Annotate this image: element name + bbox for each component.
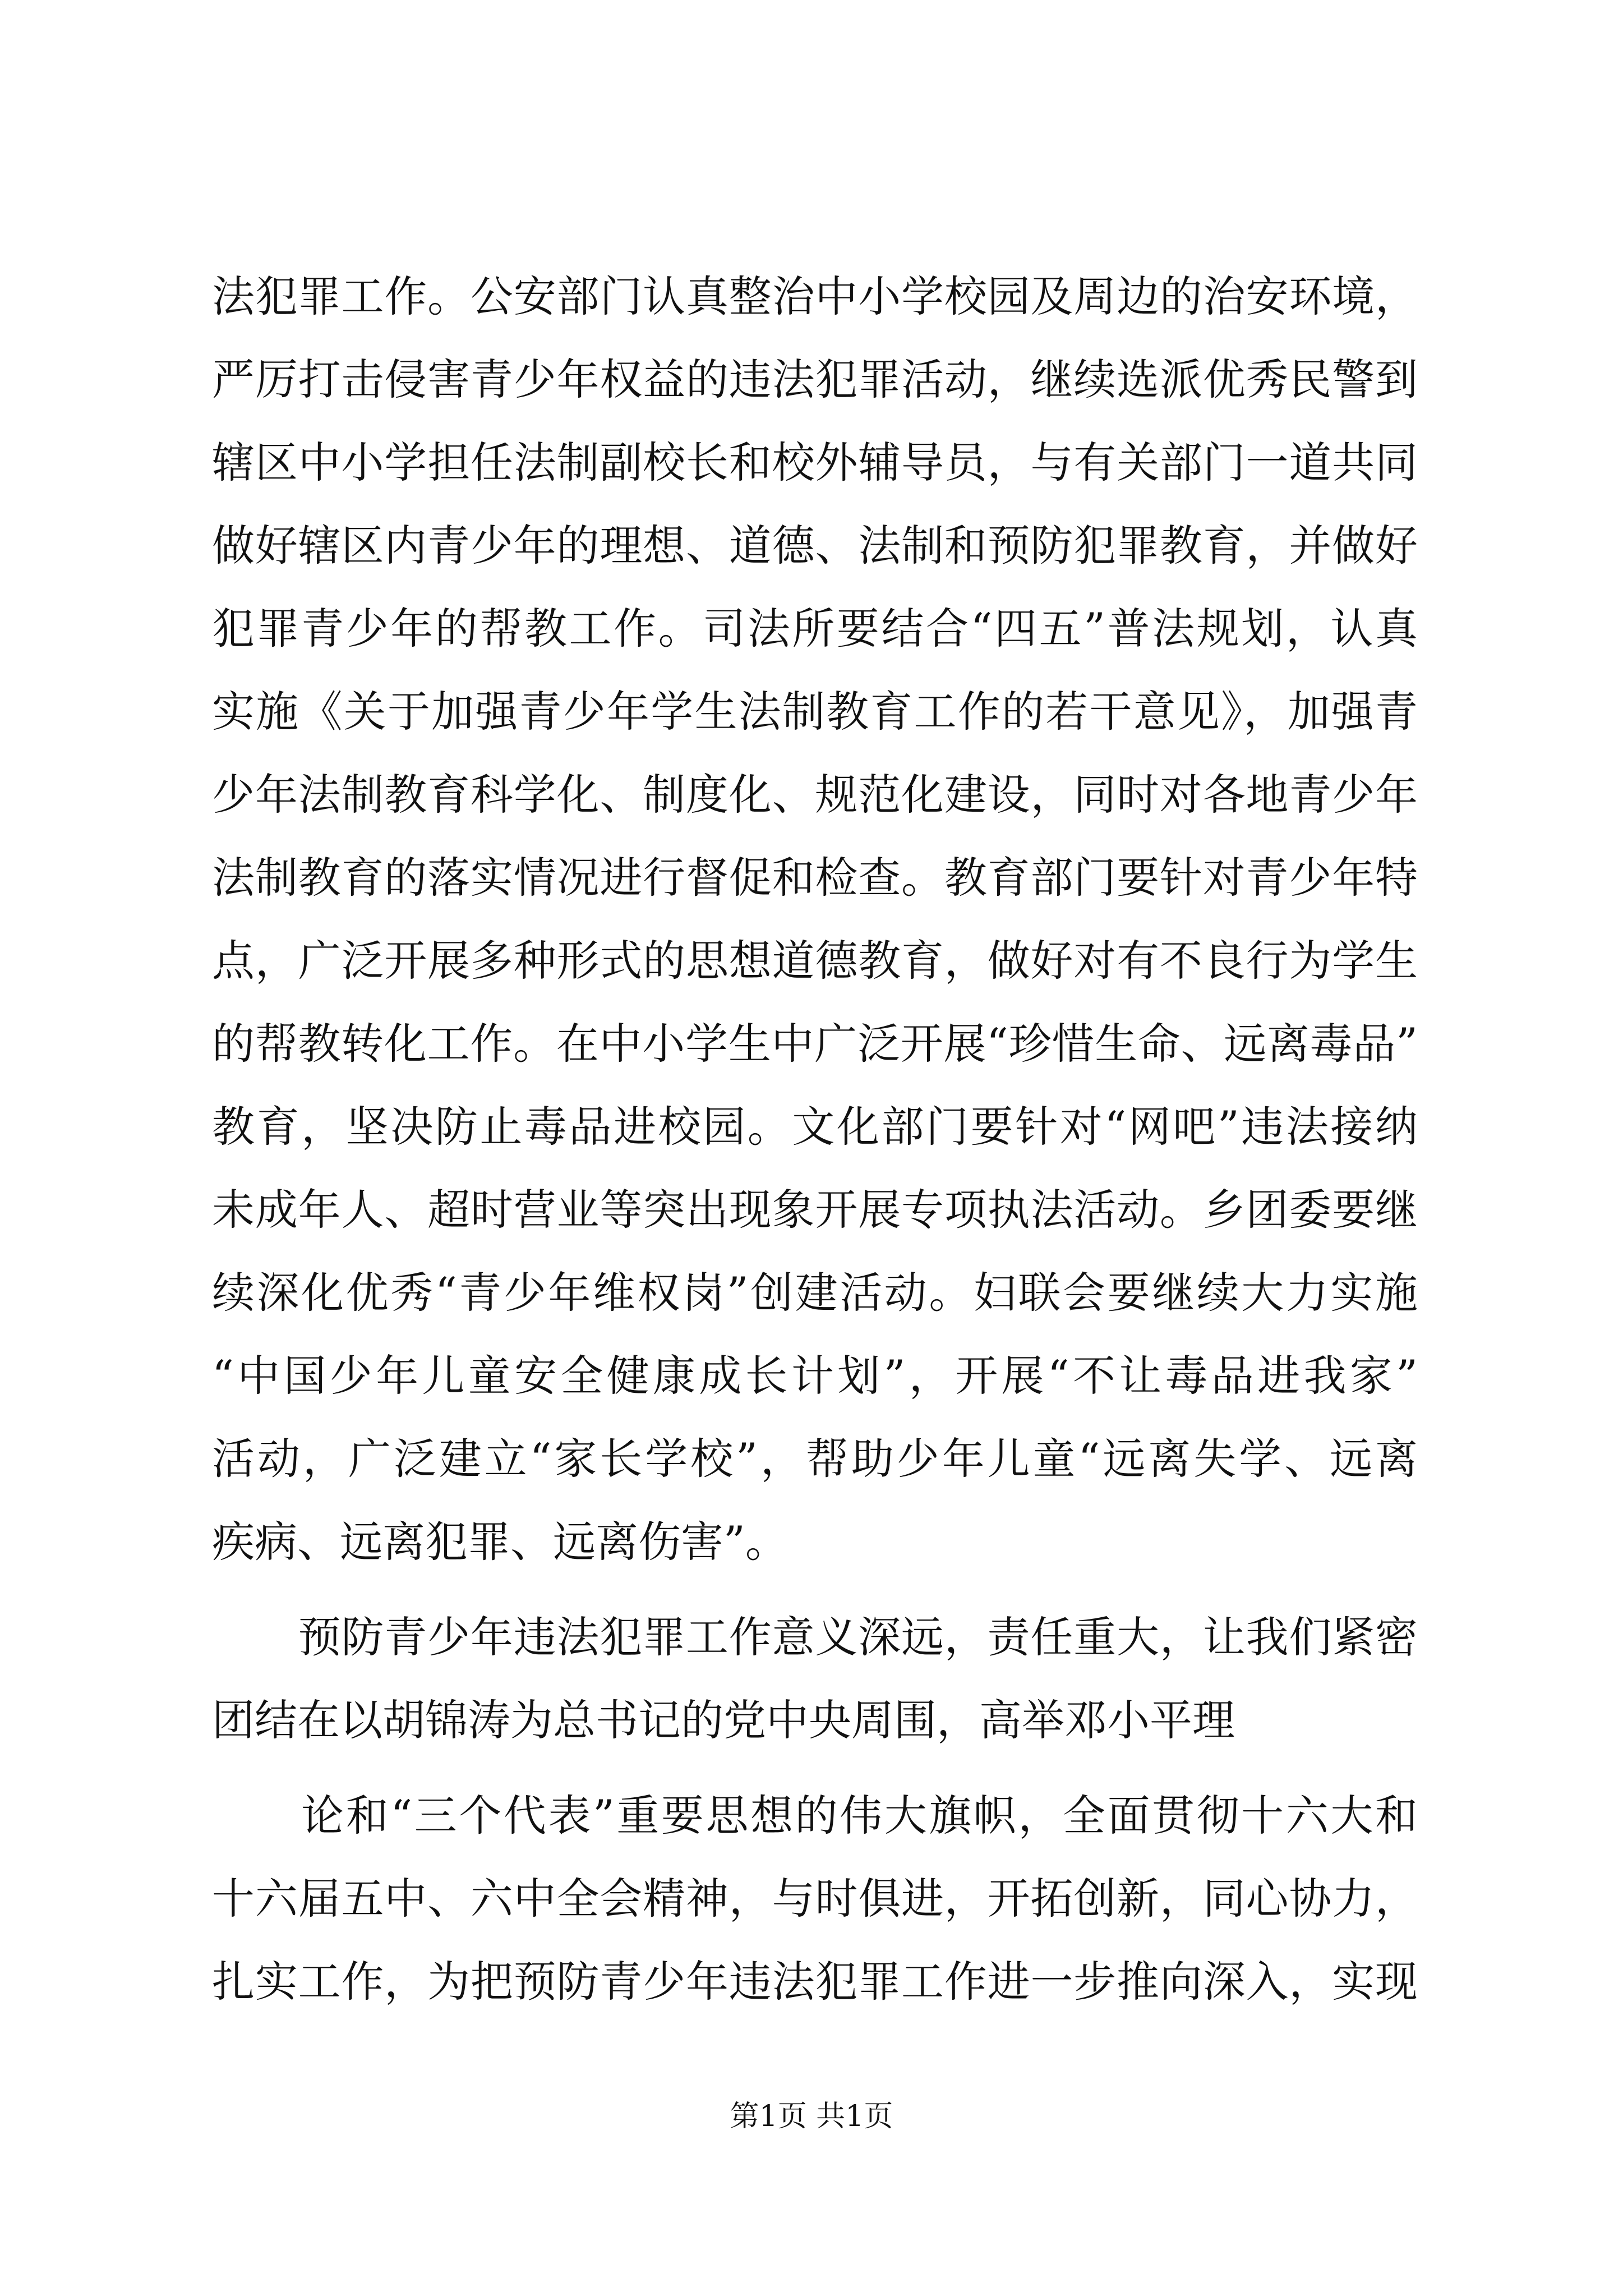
text-line: 未成年人、超时营业等突出现象开展专项执法活动。乡团委要继: [212, 1185, 1418, 1235]
text-line: 实施《关于加强青少年学生法制教育工作的若干意见》，加强青: [212, 687, 1418, 737]
text-line: 续深化优秀“青少年维权岗”创建活动。妇联会要继续大力实施: [212, 1268, 1418, 1318]
text-line: 团结在以胡锦涛为总书记的党中央周围，高举邓小平理: [212, 1695, 1235, 1745]
text-line: 论和“三个代表”重要思想的伟大旗帜，全面贯彻十六大和: [212, 1791, 1418, 1841]
text-line: “中国少年儿童安全健康成长计划”，开展“不让毒品进我家”: [212, 1351, 1418, 1401]
paragraph-gap: [212, 1584, 1418, 1596]
text-line: 扎实工作，为把预防青少年违法犯罪工作进一步推向深入，实现: [212, 1957, 1418, 2007]
text-line: 疾病、远离犯罪、远离伤害”。: [212, 1517, 788, 1567]
text-line: 的帮教转化工作。在中小学生中广泛开展“珍惜生命、远离毒品”: [212, 1019, 1418, 1069]
text-line: 活动，广泛建立“家长学校”，帮助少年儿童“远离失学、远离: [212, 1434, 1418, 1484]
text-line: 法犯罪工作。公安部门认真整治中小学校园及周边的治安环境，: [212, 272, 1418, 321]
text-line: 犯罪青少年的帮教工作。司法所要结合“四五”普法规划，认真: [212, 604, 1418, 654]
text-line: 严厉打击侵害青少年权益的违法犯罪活动，继续选派优秀民警到: [212, 355, 1418, 404]
document-body: [212, 255, 1418, 2023]
text-line: 法制教育的落实情况进行督促和检查。教育部门要针对青少年特: [212, 853, 1418, 903]
text-line: 做好辖区内青少年的理想、道德、法制和预防犯罪教育，并做好: [212, 521, 1418, 570]
text-line: 少年法制教育科学化、制度化、规范化建设，同时对各地青少年: [212, 770, 1418, 820]
text-line: 预防青少年违法犯罪工作意义深远，责任重大，让我们紧密: [212, 1612, 1418, 1662]
paragraph-gap: [212, 1762, 1418, 1774]
text-line: 教育，坚决防止毒品进校园。文化部门要针对“网吧”违法接纳: [212, 1102, 1418, 1152]
page-footer: 第1页 共1页: [730, 2100, 893, 2133]
text-line: 十六届五中、六中全会精神，与时俱进，开拓创新，同心协力，: [212, 1874, 1418, 1924]
text-line: 辖区中小学担任法制副校长和校外辅导员，与有关部门一道共同: [212, 438, 1418, 487]
text-line: 点，广泛开展多种形式的思想道德教育，做好对有不良行为学生: [212, 936, 1418, 986]
